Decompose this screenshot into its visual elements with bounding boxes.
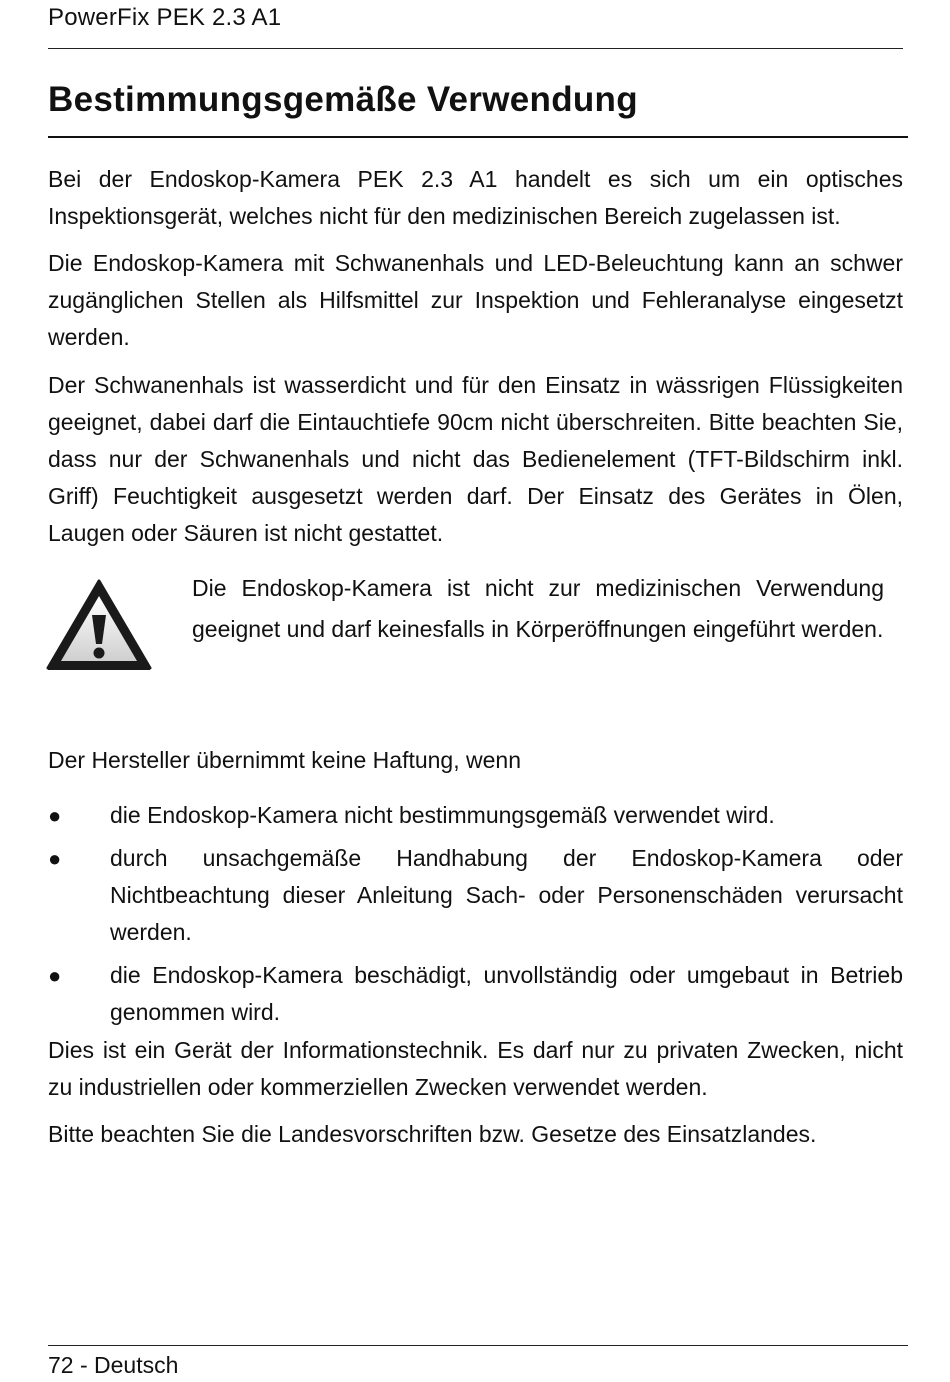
paragraph-waterproof: Der Schwanenhals ist wasserdicht und für den Einsatz in wässrigen Flüssigkeiten geeignet, dabei darf die Eintauchtiefe 90cm nicht überschreiten. Bitte beachten Sie, dass nur der Schwanenhals und nicht das Bedienelement (TFT-Bildschirm inkl. Griff) Feuchtigkeit ausgesetzt werden darf. Der Einsatz des Gerätes in Ölen, Laugen oder Säuren ist nicht gestattet.	[48, 372, 903, 546]
paragraph-private-use: Dies ist ein Gerät der Informationstechnik. Es darf nur zu privaten Zwecken, nicht zu industriellen oder kommerziellen Zwecken verwendet werden.	[48, 1037, 903, 1100]
liability-item: die Endoskop-Kamera beschädigt, unvollständig oder umgebaut in Betrieb genommen wird.	[110, 962, 903, 1025]
liability-intro: Der Hersteller übernimmt keine Haftung, wenn	[48, 747, 521, 773]
section-heading: Bestimmungsgemäße Verwendung	[48, 80, 638, 119]
bullet-marker: ●	[48, 963, 62, 988]
paragraph-regulations: Bitte beachten Sie die Landesvorschriften bzw. Gesetze des Einsatzlandes.	[48, 1121, 817, 1147]
bullet-marker: ●	[48, 803, 62, 828]
liability-item: die Endoskop-Kamera nicht bestimmungsgemäß verwendet wird.	[110, 802, 775, 828]
paragraph-intro: Bei der Endoskop-Kamera PEK 2.3 A1 handelt es sich um ein optisches Inspektionsgerät, welches nicht für den medizinischen Bereich zugelassen ist.	[48, 166, 903, 229]
warning-triangle-icon	[46, 578, 152, 674]
paragraph-usage: Die Endoskop-Kamera mit Schwanenhals und LED-Beleuchtung kann an schwer zugänglichen Stellen als Hilfsmittel zur Inspektion und Fehleranalyse eingesetzt werden.	[48, 250, 903, 350]
bullet-marker: ●	[48, 846, 62, 871]
page-number: 72 - Deutsch	[48, 1352, 179, 1378]
running-header: PowerFix PEK 2.3 A1	[48, 4, 282, 31]
footer-divider	[48, 1345, 908, 1346]
liability-item: durch unsachgemäße Handhabung der Endoskop-Kamera oder Nichtbeachtung dieser Anleitung Sach- oder Personenschäden verursacht werden.	[110, 845, 903, 945]
heading-divider	[48, 136, 908, 138]
warning-text: Die Endoskop-Kamera ist nicht zur medizinischen Verwendung geeignet und darf keinesfalls in Körperöffnungen eingeführt werden.	[192, 575, 884, 642]
header-divider	[48, 48, 903, 49]
